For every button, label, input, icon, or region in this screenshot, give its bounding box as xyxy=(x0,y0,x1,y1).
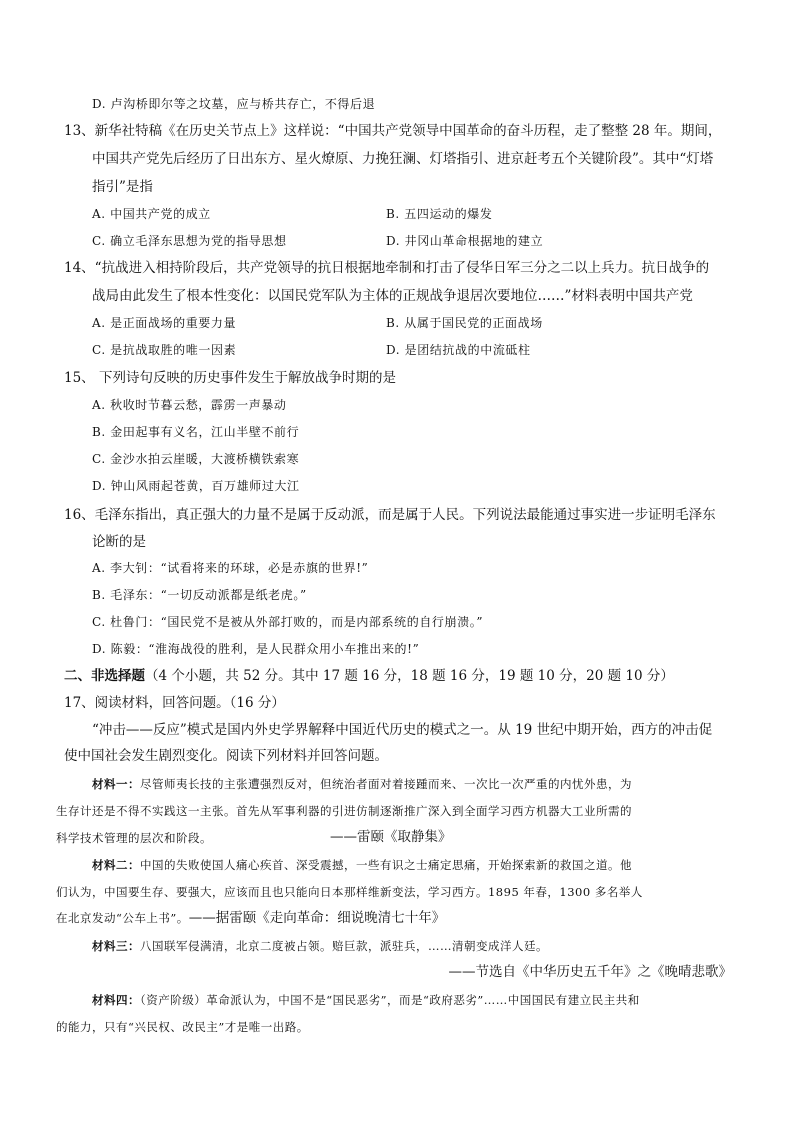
material-two-label: 材料二： xyxy=(92,858,140,872)
q12-option-d: D. 卢沟桥即尔等之坟墓，应与桥共存亡，不得后退 xyxy=(92,97,376,111)
material-three-text1: 八国联军侵满清，北京二度被占领。赔巨款，派驻兵，……清朝变成洋人廷。 xyxy=(140,939,548,953)
material-four-text1: （资产阶级）革命派认为，中国不是“国民恶劣”，而是“政府恶劣”……中国国民有建立民主共和 xyxy=(140,993,640,1007)
material-one-source: ——雷颐《取静集》 xyxy=(330,829,452,845)
q16-option-d: D. 陈毅：“淮海战役的胜利，是人民群众用小车推出来的!” xyxy=(92,642,420,656)
q14-option-b: B. 从属于国民党的正面战场 xyxy=(386,316,543,330)
q16-stem-line1: 16、毛泽东指出，真正强大的力量不是属于反动派，而是属于人民。下列说法最能通过事实进一步证明毛泽东 xyxy=(64,507,716,523)
material-four-line2: 的能力，只有“兴民权、改民主”才是唯一出路。 xyxy=(56,1020,309,1034)
material-one-line1 xyxy=(92,774,632,794)
material-two-line3 xyxy=(56,908,445,928)
q16-option-c: C. 杜鲁门：“国民党不是被从外部打败的，而是内部系统的自行崩溃。” xyxy=(92,615,484,629)
material-three-label: 材料三： xyxy=(92,939,140,953)
q13-stem-line3: 指引”是指 xyxy=(92,179,153,195)
section-two-heading xyxy=(64,666,674,686)
q13-option-c: C. 确立毛泽东思想为党的指导思想 xyxy=(92,234,287,248)
material-one-line3: 科学技术管理的层次和阶段。 xyxy=(56,831,212,845)
material-three-source: ——节选自《中华历史五千年》之《晚晴悲歌》 xyxy=(448,964,732,980)
material-two-source: ——据雷颐《走向革命：细说晚清七十年》 xyxy=(188,910,446,926)
material-one-line2: 生存计还是不得不实践这一主张。首先从军事利器的引进仿制逐渐推广深入到全面学习西方机器大工业所需的 xyxy=(56,804,632,818)
material-one-label: 材料一： xyxy=(92,777,140,791)
material-two-line1 xyxy=(92,855,632,875)
q17-stem: 17、阅读材料，回答问题。（16 分） xyxy=(64,695,285,711)
q15-option-b: B. 金田起事有义名，江山半壁不前行 xyxy=(92,425,300,439)
q14-option-a: A. 是正面战场的重要力量 xyxy=(92,316,237,330)
q13-option-b: B. 五四运动的爆发 xyxy=(386,207,493,221)
q14-option-c: C. 是抗战取胜的唯一因素 xyxy=(92,343,237,357)
material-one-text1: 尽管师夷长技的主张遭强烈反对，但统治者面对着接踵而来、一次比一次严重的内忧外患，为 xyxy=(140,777,632,791)
q15-option-d: D. 钟山风雨起苍黄，百万雄师过大江 xyxy=(92,479,300,493)
q15-option-c: C. 金沙水拍云崖暖，大渡桥横铁索寒 xyxy=(92,452,300,466)
q14-stem-line2: 战局由此发生了根本性变化：以国民党军队为主体的正规战争退居次要地位……”材料表明中国共产党 xyxy=(92,288,693,304)
q15-stem: 15、 下列诗句反映的历史事件发生于解放战争时期的是 xyxy=(64,370,396,386)
material-three-line1 xyxy=(92,936,548,956)
q13-option-d: D. 井冈山革命根据地的建立 xyxy=(386,234,544,248)
q17-intro-line1: “冲击——反应”模式是国内外史学界解释中国近代历史的模式之一。从 19 世纪中期开始，西方的冲击促 xyxy=(92,722,713,738)
material-four-line1 xyxy=(92,990,640,1010)
q13-stem-line2: 中国共产党先后经历了日出东方、星火燎原、力挽狂澜、灯塔指引、进京赶考五个关键阶段”。其中“灯塔 xyxy=(92,151,714,167)
q16-stem-line2: 论断的是 xyxy=(92,534,146,550)
material-two-text3: 在北京发动“公车上书”。 xyxy=(56,911,189,925)
q17-intro-line2: 使中国社会发生剧烈变化。阅读下列材料并回答问题。 xyxy=(64,748,388,764)
q16-option-a: A. 李大钊：“试看将来的环球，必是赤旗的世界!” xyxy=(92,561,369,575)
q14-option-d: D. 是团结抗战的中流砥柱 xyxy=(386,343,531,357)
q13-stem-line1: 13、新华社特稿《在历史关节点上》这样说：“中国共产党领导中国革命的奋斗历程，走了整整 28 年。期间， xyxy=(64,123,722,139)
section-two-title: 二、非选择题 xyxy=(64,668,145,684)
material-two-line2: 们认为，中国要生存、要强大，应该而且也只能向日本那样维新变法，学习西方。1895 年春，1300 多名举人 xyxy=(56,885,643,899)
material-four-label: 材料四： xyxy=(92,993,140,1007)
q14-stem-line1: 14、“抗战进入相持阶段后，共产党领导的抗日根据地牵制和打击了侵华日军三分之二以上兵力。抗日战争的 xyxy=(64,260,710,276)
q16-option-b: B. 毛泽东：“一切反动派都是纸老虎。” xyxy=(92,588,307,602)
q13-option-a: A. 中国共产党的成立 xyxy=(92,207,211,221)
section-two-detail: （4 个小题，共 52 分。其中 17 题 16 分，18 题 16 分，19 题 10 分，20 题 10 分） xyxy=(145,668,674,684)
material-two-text1: 中国的失败使国人痛心疾首、深受震撼，一些有识之士痛定思痛，开始探索新的救国之道。他 xyxy=(140,858,632,872)
q15-option-a: A. 秋收时节暮云愁，霹雳一声暴动 xyxy=(92,398,287,412)
